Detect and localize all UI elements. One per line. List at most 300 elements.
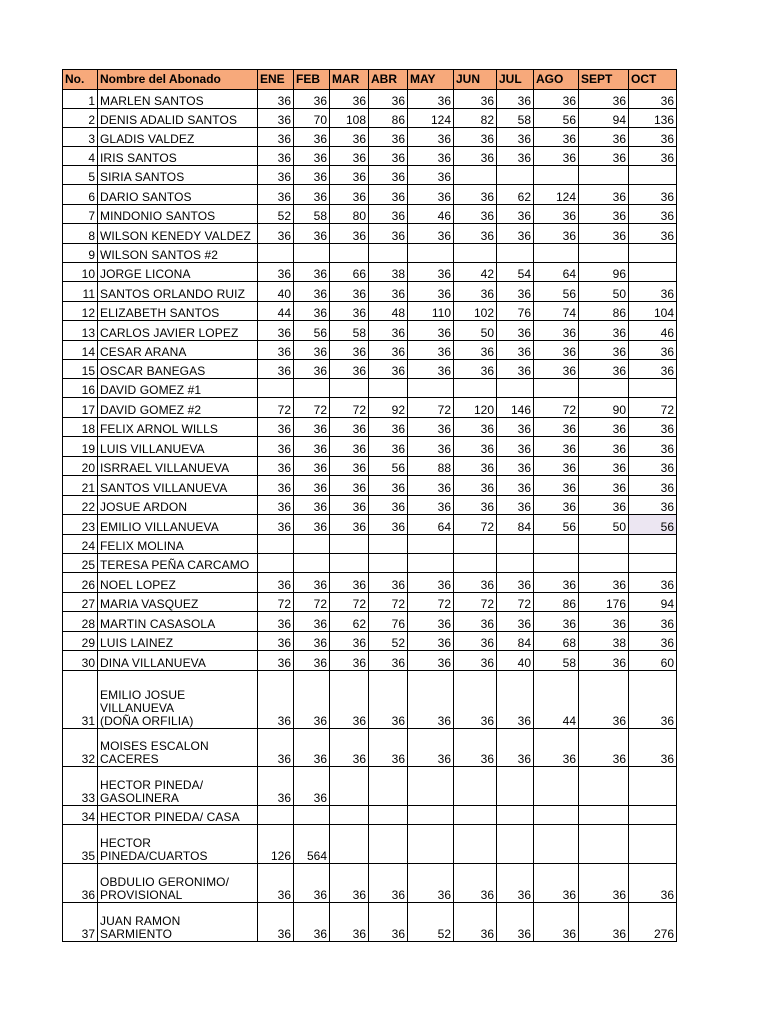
month-value-cell[interactable]: 36 bbox=[534, 224, 579, 244]
month-value-cell[interactable]: 36 bbox=[497, 437, 534, 457]
row-number-cell[interactable]: 15 bbox=[63, 360, 98, 379]
month-value-cell[interactable]: 36 bbox=[330, 903, 369, 942]
month-value-cell[interactable]: 40 bbox=[258, 282, 294, 302]
month-value-cell[interactable]: 36 bbox=[534, 496, 579, 515]
subscriber-name-cell[interactable]: DAVID GOMEZ #2 bbox=[98, 398, 258, 418]
month-value-cell[interactable]: 36 bbox=[258, 437, 294, 457]
month-value-cell[interactable]: 36 bbox=[534, 864, 579, 903]
row-number-cell[interactable]: 27 bbox=[63, 593, 98, 612]
month-value-cell[interactable]: 36 bbox=[294, 360, 330, 379]
month-value-cell[interactable] bbox=[534, 554, 579, 573]
month-value-cell[interactable]: 60 bbox=[629, 651, 677, 671]
month-value-cell[interactable]: 36 bbox=[497, 321, 534, 341]
month-value-cell[interactable]: 36 bbox=[454, 128, 497, 147]
subscriber-name-cell[interactable]: CARLOS JAVIER LOPEZ bbox=[98, 321, 258, 341]
subscriber-name-cell[interactable]: SANTOS ORLANDO RUIZ bbox=[98, 282, 258, 302]
month-value-cell[interactable]: 44 bbox=[534, 671, 579, 729]
month-value-cell[interactable] bbox=[369, 767, 408, 806]
month-value-cell[interactable]: 36 bbox=[454, 496, 497, 515]
month-value-cell[interactable]: 36 bbox=[534, 321, 579, 341]
header-name[interactable]: Nombre del Abonado bbox=[98, 70, 258, 90]
month-value-cell[interactable]: 36 bbox=[330, 864, 369, 903]
month-value-cell[interactable]: 72 bbox=[454, 515, 497, 535]
month-value-cell[interactable]: 36 bbox=[579, 128, 629, 147]
month-value-cell[interactable]: 36 bbox=[629, 573, 677, 593]
month-value-cell[interactable]: 50 bbox=[454, 321, 497, 341]
month-value-cell[interactable]: 36 bbox=[369, 903, 408, 942]
row-number-cell[interactable]: 6 bbox=[63, 185, 98, 205]
month-value-cell[interactable] bbox=[534, 806, 579, 825]
month-value-cell[interactable]: 36 bbox=[579, 321, 629, 341]
month-value-cell[interactable]: 36 bbox=[497, 864, 534, 903]
month-value-cell[interactable]: 36 bbox=[454, 476, 497, 496]
header-may[interactable]: MAY bbox=[408, 70, 454, 90]
month-value-cell[interactable]: 136 bbox=[629, 109, 677, 128]
month-value-cell[interactable]: 40 bbox=[497, 651, 534, 671]
month-value-cell[interactable]: 36 bbox=[330, 496, 369, 515]
month-value-cell[interactable] bbox=[454, 379, 497, 398]
month-value-cell[interactable]: 36 bbox=[497, 224, 534, 244]
month-value-cell[interactable]: 36 bbox=[330, 651, 369, 671]
month-value-cell[interactable]: 72 bbox=[534, 398, 579, 418]
selected-cell[interactable]: 56 bbox=[629, 515, 677, 535]
month-value-cell[interactable]: 36 bbox=[579, 90, 629, 109]
month-value-cell[interactable]: 36 bbox=[497, 282, 534, 302]
month-value-cell[interactable]: 36 bbox=[369, 476, 408, 496]
month-value-cell[interactable]: 110 bbox=[408, 302, 454, 321]
month-value-cell[interactable]: 36 bbox=[369, 360, 408, 379]
month-value-cell[interactable]: 36 bbox=[497, 476, 534, 496]
subscriber-name-cell[interactable]: OSCAR BANEGAS bbox=[98, 360, 258, 379]
row-number-cell[interactable]: 35 bbox=[63, 825, 98, 864]
month-value-cell[interactable]: 36 bbox=[497, 341, 534, 360]
month-value-cell[interactable]: 36 bbox=[497, 671, 534, 729]
month-value-cell[interactable] bbox=[629, 825, 677, 864]
month-value-cell[interactable]: 146 bbox=[497, 398, 534, 418]
month-value-cell[interactable]: 36 bbox=[454, 651, 497, 671]
month-value-cell[interactable]: 36 bbox=[258, 671, 294, 729]
row-number-cell[interactable]: 34 bbox=[63, 806, 98, 825]
month-value-cell[interactable]: 72 bbox=[454, 593, 497, 612]
month-value-cell[interactable] bbox=[497, 535, 534, 554]
subscriber-name-cell[interactable]: OBDULIO GERONIMO/ PROVISIONAL bbox=[98, 864, 258, 903]
month-value-cell[interactable] bbox=[408, 535, 454, 554]
month-value-cell[interactable]: 36 bbox=[258, 321, 294, 341]
row-number-cell[interactable]: 30 bbox=[63, 651, 98, 671]
month-value-cell[interactable]: 36 bbox=[369, 147, 408, 166]
month-value-cell[interactable] bbox=[294, 806, 330, 825]
subscriber-name-cell[interactable]: MINDONIO SANTOS bbox=[98, 205, 258, 224]
month-value-cell[interactable]: 38 bbox=[369, 263, 408, 282]
header-feb[interactable]: FEB bbox=[294, 70, 330, 90]
month-value-cell[interactable]: 36 bbox=[454, 205, 497, 224]
month-value-cell[interactable]: 36 bbox=[294, 147, 330, 166]
month-value-cell[interactable]: 120 bbox=[454, 398, 497, 418]
month-value-cell[interactable]: 56 bbox=[294, 321, 330, 341]
month-value-cell[interactable]: 36 bbox=[408, 282, 454, 302]
month-value-cell[interactable]: 36 bbox=[408, 418, 454, 437]
month-value-cell[interactable]: 36 bbox=[258, 185, 294, 205]
month-value-cell[interactable]: 36 bbox=[330, 185, 369, 205]
month-value-cell[interactable]: 36 bbox=[629, 282, 677, 302]
month-value-cell[interactable]: 36 bbox=[369, 185, 408, 205]
month-value-cell[interactable]: 36 bbox=[294, 166, 330, 185]
month-value-cell[interactable]: 36 bbox=[294, 224, 330, 244]
subscriber-name-cell[interactable]: HECTOR PINEDA/ CASA bbox=[98, 806, 258, 825]
month-value-cell[interactable]: 36 bbox=[369, 224, 408, 244]
row-number-cell[interactable]: 23 bbox=[63, 515, 98, 535]
row-number-cell[interactable]: 26 bbox=[63, 573, 98, 593]
month-value-cell[interactable]: 36 bbox=[258, 147, 294, 166]
month-value-cell[interactable]: 36 bbox=[330, 90, 369, 109]
month-value-cell[interactable]: 68 bbox=[534, 632, 579, 651]
subscriber-name-cell[interactable]: HECTOR PINEDA/CUARTOS bbox=[98, 825, 258, 864]
month-value-cell[interactable]: 36 bbox=[534, 437, 579, 457]
month-value-cell[interactable]: 36 bbox=[629, 437, 677, 457]
month-value-cell[interactable]: 56 bbox=[534, 109, 579, 128]
month-value-cell[interactable]: 36 bbox=[408, 90, 454, 109]
month-value-cell[interactable]: 36 bbox=[330, 671, 369, 729]
month-value-cell[interactable]: 36 bbox=[369, 128, 408, 147]
month-value-cell[interactable]: 36 bbox=[294, 418, 330, 437]
row-number-cell[interactable]: 33 bbox=[63, 767, 98, 806]
subscriber-name-cell[interactable]: MOISES ESCALON CACERES bbox=[98, 729, 258, 767]
month-value-cell[interactable]: 36 bbox=[369, 515, 408, 535]
month-value-cell[interactable]: 36 bbox=[454, 864, 497, 903]
row-number-cell[interactable]: 12 bbox=[63, 302, 98, 321]
month-value-cell[interactable]: 36 bbox=[454, 341, 497, 360]
month-value-cell[interactable]: 36 bbox=[294, 729, 330, 767]
month-value-cell[interactable]: 54 bbox=[497, 263, 534, 282]
month-value-cell[interactable]: 36 bbox=[258, 612, 294, 632]
month-value-cell[interactable]: 36 bbox=[454, 729, 497, 767]
month-value-cell[interactable]: 36 bbox=[294, 651, 330, 671]
month-value-cell[interactable] bbox=[330, 379, 369, 398]
month-value-cell[interactable]: 72 bbox=[258, 593, 294, 612]
month-value-cell[interactable] bbox=[408, 825, 454, 864]
month-value-cell[interactable]: 36 bbox=[330, 224, 369, 244]
month-value-cell[interactable]: 94 bbox=[629, 593, 677, 612]
month-value-cell[interactable]: 36 bbox=[629, 185, 677, 205]
row-number-cell[interactable]: 20 bbox=[63, 457, 98, 476]
month-value-cell[interactable]: 36 bbox=[454, 418, 497, 437]
month-value-cell[interactable]: 36 bbox=[534, 612, 579, 632]
month-value-cell[interactable]: 36 bbox=[579, 651, 629, 671]
month-value-cell[interactable]: 36 bbox=[258, 496, 294, 515]
month-value-cell[interactable]: 36 bbox=[369, 341, 408, 360]
month-value-cell[interactable]: 72 bbox=[629, 398, 677, 418]
month-value-cell[interactable]: 36 bbox=[330, 166, 369, 185]
month-value-cell[interactable]: 76 bbox=[497, 302, 534, 321]
month-value-cell[interactable]: 92 bbox=[369, 398, 408, 418]
month-value-cell[interactable]: 36 bbox=[579, 205, 629, 224]
month-value-cell[interactable] bbox=[294, 535, 330, 554]
month-value-cell[interactable]: 36 bbox=[454, 612, 497, 632]
month-value-cell[interactable]: 36 bbox=[579, 864, 629, 903]
month-value-cell[interactable]: 82 bbox=[454, 109, 497, 128]
month-value-cell[interactable] bbox=[408, 244, 454, 263]
month-value-cell[interactable] bbox=[408, 767, 454, 806]
month-value-cell[interactable]: 36 bbox=[258, 651, 294, 671]
subscriber-name-cell[interactable]: IRIS SANTOS bbox=[98, 147, 258, 166]
month-value-cell[interactable] bbox=[369, 554, 408, 573]
month-value-cell[interactable] bbox=[330, 806, 369, 825]
month-value-cell[interactable] bbox=[579, 554, 629, 573]
month-value-cell[interactable]: 36 bbox=[579, 360, 629, 379]
month-value-cell[interactable]: 36 bbox=[534, 205, 579, 224]
month-value-cell[interactable] bbox=[408, 806, 454, 825]
month-value-cell[interactable]: 36 bbox=[454, 632, 497, 651]
subscriber-name-cell[interactable]: EMILIO JOSUE VILLANUEVA (DOÑA ORFILIA) bbox=[98, 671, 258, 729]
month-value-cell[interactable] bbox=[497, 825, 534, 864]
month-value-cell[interactable]: 36 bbox=[454, 573, 497, 593]
month-value-cell[interactable] bbox=[258, 379, 294, 398]
month-value-cell[interactable]: 36 bbox=[629, 205, 677, 224]
month-value-cell[interactable]: 36 bbox=[258, 573, 294, 593]
month-value-cell[interactable]: 72 bbox=[294, 593, 330, 612]
month-value-cell[interactable]: 36 bbox=[369, 496, 408, 515]
month-value-cell[interactable]: 36 bbox=[454, 671, 497, 729]
month-value-cell[interactable] bbox=[294, 244, 330, 263]
month-value-cell[interactable]: 36 bbox=[579, 185, 629, 205]
month-value-cell[interactable]: 36 bbox=[629, 90, 677, 109]
subscriber-name-cell[interactable]: LUIS VILLANUEVA bbox=[98, 437, 258, 457]
month-value-cell[interactable]: 36 bbox=[408, 185, 454, 205]
header-jul[interactable]: JUL bbox=[497, 70, 534, 90]
month-value-cell[interactable]: 36 bbox=[330, 360, 369, 379]
month-value-cell[interactable]: 36 bbox=[497, 612, 534, 632]
header-oct[interactable]: OCT bbox=[629, 70, 677, 90]
month-value-cell[interactable]: 36 bbox=[534, 729, 579, 767]
month-value-cell[interactable]: 36 bbox=[369, 90, 408, 109]
month-value-cell[interactable]: 36 bbox=[497, 573, 534, 593]
month-value-cell[interactable]: 36 bbox=[534, 476, 579, 496]
month-value-cell[interactable] bbox=[369, 379, 408, 398]
month-value-cell[interactable] bbox=[629, 379, 677, 398]
month-value-cell[interactable]: 36 bbox=[534, 457, 579, 476]
month-value-cell[interactable]: 108 bbox=[330, 109, 369, 128]
month-value-cell[interactable]: 46 bbox=[408, 205, 454, 224]
subscriber-name-cell[interactable]: CESAR ARANA bbox=[98, 341, 258, 360]
month-value-cell[interactable]: 36 bbox=[454, 90, 497, 109]
month-value-cell[interactable] bbox=[497, 244, 534, 263]
month-value-cell[interactable]: 36 bbox=[408, 612, 454, 632]
month-value-cell[interactable] bbox=[497, 806, 534, 825]
month-value-cell[interactable] bbox=[629, 554, 677, 573]
month-value-cell[interactable]: 36 bbox=[629, 147, 677, 166]
subscriber-name-cell[interactable]: JUAN RAMON SARMIENTO bbox=[98, 903, 258, 942]
subscriber-name-cell[interactable]: DAVID GOMEZ #1 bbox=[98, 379, 258, 398]
month-value-cell[interactable]: 36 bbox=[369, 864, 408, 903]
month-value-cell[interactable]: 36 bbox=[258, 224, 294, 244]
month-value-cell[interactable] bbox=[629, 767, 677, 806]
month-value-cell[interactable] bbox=[534, 767, 579, 806]
month-value-cell[interactable] bbox=[454, 554, 497, 573]
subscriber-name-cell[interactable]: SIRIA SANTOS bbox=[98, 166, 258, 185]
month-value-cell[interactable]: 564 bbox=[294, 825, 330, 864]
month-value-cell[interactable]: 36 bbox=[294, 263, 330, 282]
month-value-cell[interactable]: 36 bbox=[294, 437, 330, 457]
month-value-cell[interactable]: 84 bbox=[497, 632, 534, 651]
month-value-cell[interactable] bbox=[497, 554, 534, 573]
month-value-cell[interactable]: 36 bbox=[497, 147, 534, 166]
month-value-cell[interactable]: 36 bbox=[579, 437, 629, 457]
month-value-cell[interactable]: 36 bbox=[629, 128, 677, 147]
row-number-cell[interactable]: 3 bbox=[63, 128, 98, 147]
month-value-cell[interactable]: 36 bbox=[534, 418, 579, 437]
month-value-cell[interactable]: 36 bbox=[408, 360, 454, 379]
month-value-cell[interactable]: 36 bbox=[454, 360, 497, 379]
month-value-cell[interactable] bbox=[579, 166, 629, 185]
month-value-cell[interactable]: 36 bbox=[330, 418, 369, 437]
month-value-cell[interactable]: 36 bbox=[258, 263, 294, 282]
month-value-cell[interactable] bbox=[258, 554, 294, 573]
row-number-cell[interactable]: 4 bbox=[63, 147, 98, 166]
month-value-cell[interactable]: 52 bbox=[369, 632, 408, 651]
month-value-cell[interactable] bbox=[629, 535, 677, 554]
month-value-cell[interactable] bbox=[579, 806, 629, 825]
month-value-cell[interactable]: 36 bbox=[258, 632, 294, 651]
month-value-cell[interactable]: 36 bbox=[454, 457, 497, 476]
subscriber-name-cell[interactable]: LUIS LAINEZ bbox=[98, 632, 258, 651]
month-value-cell[interactable] bbox=[534, 825, 579, 864]
month-value-cell[interactable]: 36 bbox=[258, 864, 294, 903]
row-number-cell[interactable]: 28 bbox=[63, 612, 98, 632]
month-value-cell[interactable]: 36 bbox=[629, 671, 677, 729]
month-value-cell[interactable]: 36 bbox=[258, 515, 294, 535]
month-value-cell[interactable]: 36 bbox=[534, 147, 579, 166]
month-value-cell[interactable]: 36 bbox=[579, 224, 629, 244]
month-value-cell[interactable]: 36 bbox=[408, 263, 454, 282]
month-value-cell[interactable] bbox=[579, 244, 629, 263]
month-value-cell[interactable]: 36 bbox=[408, 128, 454, 147]
month-value-cell[interactable]: 72 bbox=[408, 593, 454, 612]
month-value-cell[interactable]: 62 bbox=[497, 185, 534, 205]
month-value-cell[interactable]: 64 bbox=[534, 263, 579, 282]
month-value-cell[interactable]: 36 bbox=[629, 476, 677, 496]
month-value-cell[interactable] bbox=[330, 244, 369, 263]
month-value-cell[interactable]: 36 bbox=[579, 476, 629, 496]
month-value-cell[interactable]: 36 bbox=[369, 321, 408, 341]
month-value-cell[interactable]: 36 bbox=[629, 729, 677, 767]
month-value-cell[interactable]: 72 bbox=[294, 398, 330, 418]
month-value-cell[interactable]: 36 bbox=[579, 341, 629, 360]
month-value-cell[interactable]: 36 bbox=[330, 729, 369, 767]
month-value-cell[interactable]: 42 bbox=[454, 263, 497, 282]
row-number-cell[interactable]: 24 bbox=[63, 535, 98, 554]
subscriber-name-cell[interactable]: WILSON SANTOS #2 bbox=[98, 244, 258, 263]
month-value-cell[interactable] bbox=[369, 535, 408, 554]
month-value-cell[interactable]: 36 bbox=[579, 418, 629, 437]
month-value-cell[interactable]: 58 bbox=[497, 109, 534, 128]
month-value-cell[interactable]: 36 bbox=[258, 90, 294, 109]
month-value-cell[interactable]: 36 bbox=[369, 166, 408, 185]
month-value-cell[interactable] bbox=[454, 535, 497, 554]
month-value-cell[interactable]: 36 bbox=[408, 729, 454, 767]
month-value-cell[interactable]: 36 bbox=[294, 612, 330, 632]
month-value-cell[interactable] bbox=[294, 554, 330, 573]
month-value-cell[interactable]: 36 bbox=[408, 341, 454, 360]
month-value-cell[interactable]: 36 bbox=[258, 767, 294, 806]
month-value-cell[interactable]: 36 bbox=[408, 476, 454, 496]
subscriber-name-cell[interactable]: SANTOS VILLANUEVA bbox=[98, 476, 258, 496]
month-value-cell[interactable]: 36 bbox=[629, 341, 677, 360]
month-value-cell[interactable] bbox=[534, 244, 579, 263]
row-number-cell[interactable]: 22 bbox=[63, 496, 98, 515]
month-value-cell[interactable]: 44 bbox=[258, 302, 294, 321]
row-number-cell[interactable]: 14 bbox=[63, 341, 98, 360]
row-number-cell[interactable]: 2 bbox=[63, 109, 98, 128]
month-value-cell[interactable]: 36 bbox=[294, 903, 330, 942]
month-value-cell[interactable]: 36 bbox=[534, 90, 579, 109]
subscriber-name-cell[interactable]: JOSUE ARDON bbox=[98, 496, 258, 515]
month-value-cell[interactable]: 86 bbox=[534, 593, 579, 612]
month-value-cell[interactable]: 50 bbox=[579, 515, 629, 535]
month-value-cell[interactable]: 72 bbox=[497, 593, 534, 612]
month-value-cell[interactable]: 86 bbox=[369, 109, 408, 128]
month-value-cell[interactable] bbox=[454, 244, 497, 263]
month-value-cell[interactable]: 36 bbox=[629, 632, 677, 651]
month-value-cell[interactable]: 36 bbox=[408, 573, 454, 593]
month-value-cell[interactable]: 94 bbox=[579, 109, 629, 128]
month-value-cell[interactable] bbox=[629, 806, 677, 825]
subscriber-name-cell[interactable]: MARLEN SANTOS bbox=[98, 90, 258, 109]
month-value-cell[interactable] bbox=[497, 379, 534, 398]
month-value-cell[interactable] bbox=[579, 535, 629, 554]
month-value-cell[interactable] bbox=[454, 806, 497, 825]
month-value-cell[interactable]: 36 bbox=[629, 418, 677, 437]
month-value-cell[interactable]: 36 bbox=[497, 418, 534, 437]
month-value-cell[interactable]: 36 bbox=[408, 671, 454, 729]
row-number-cell[interactable]: 10 bbox=[63, 263, 98, 282]
month-value-cell[interactable]: 36 bbox=[330, 147, 369, 166]
month-value-cell[interactable] bbox=[497, 166, 534, 185]
row-number-cell[interactable]: 36 bbox=[63, 864, 98, 903]
month-value-cell[interactable] bbox=[629, 166, 677, 185]
month-value-cell[interactable]: 36 bbox=[497, 360, 534, 379]
subscriber-name-cell[interactable]: EMILIO VILLANUEVA bbox=[98, 515, 258, 535]
month-value-cell[interactable]: 36 bbox=[579, 573, 629, 593]
row-number-cell[interactable]: 25 bbox=[63, 554, 98, 573]
subscriber-name-cell[interactable]: TERESA PEÑA CARCAMO bbox=[98, 554, 258, 573]
month-value-cell[interactable]: 36 bbox=[294, 496, 330, 515]
month-value-cell[interactable]: 36 bbox=[629, 496, 677, 515]
month-value-cell[interactable]: 176 bbox=[579, 593, 629, 612]
month-value-cell[interactable]: 58 bbox=[330, 321, 369, 341]
month-value-cell[interactable]: 36 bbox=[454, 147, 497, 166]
month-value-cell[interactable] bbox=[369, 806, 408, 825]
row-number-cell[interactable]: 31 bbox=[63, 671, 98, 729]
month-value-cell[interactable]: 126 bbox=[258, 825, 294, 864]
subscriber-name-cell[interactable]: MARIA VASQUEZ bbox=[98, 593, 258, 612]
month-value-cell[interactable]: 104 bbox=[629, 302, 677, 321]
month-value-cell[interactable]: 70 bbox=[294, 109, 330, 128]
month-value-cell[interactable]: 36 bbox=[330, 632, 369, 651]
month-value-cell[interactable] bbox=[497, 767, 534, 806]
month-value-cell[interactable]: 124 bbox=[408, 109, 454, 128]
month-value-cell[interactable]: 36 bbox=[408, 864, 454, 903]
month-value-cell[interactable]: 36 bbox=[579, 612, 629, 632]
month-value-cell[interactable]: 36 bbox=[629, 224, 677, 244]
row-number-cell[interactable]: 16 bbox=[63, 379, 98, 398]
month-value-cell[interactable]: 36 bbox=[454, 185, 497, 205]
subscriber-name-cell[interactable]: WILSON KENEDY VALDEZ bbox=[98, 224, 258, 244]
row-number-cell[interactable]: 5 bbox=[63, 166, 98, 185]
month-value-cell[interactable]: 36 bbox=[579, 457, 629, 476]
month-value-cell[interactable]: 36 bbox=[258, 341, 294, 360]
month-value-cell[interactable]: 36 bbox=[330, 457, 369, 476]
month-value-cell[interactable]: 36 bbox=[534, 903, 579, 942]
